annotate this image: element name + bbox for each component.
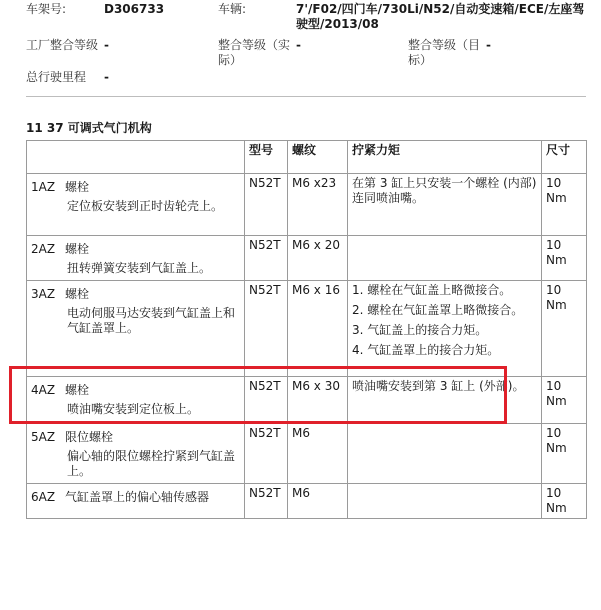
part-position: 3AZ — [31, 287, 56, 301]
size-cell: 10 Nm — [542, 236, 587, 281]
table-row — [27, 484, 587, 519]
torque-cell — [348, 484, 542, 519]
part-name: 螺栓 — [65, 287, 90, 301]
table-row — [27, 424, 587, 484]
header-type: 型号 — [245, 141, 288, 174]
size-cell: 10 Nm — [542, 174, 587, 236]
table-row — [27, 377, 587, 424]
size-cell: 10 Nm — [542, 377, 587, 424]
level-actual-value: - — [296, 38, 301, 52]
torque-cell — [348, 424, 542, 484]
mileage-value: - — [104, 70, 109, 84]
size-cell: 10 Nm — [542, 484, 587, 519]
factory-level-label: 工厂整合等级 — [26, 38, 99, 52]
vehicle-label: 车辆: — [218, 2, 247, 16]
chassis-value: D306733 — [104, 2, 165, 16]
torque-step: 喷油嘴安装到第 3 缸上 (外部)。 — [352, 379, 525, 393]
thread-cell: M6 x 20 — [288, 236, 348, 281]
table-header-row — [27, 141, 587, 174]
thread-cell: M6 x23 — [288, 174, 348, 236]
torque-step: 3. 气缸盖上的接合力矩。 — [352, 323, 488, 337]
part-description: 偏心轴的限位螺栓拧紧到气缸盖上。 — [67, 449, 236, 478]
chassis-label: 车架号: — [26, 2, 67, 16]
torque-cell — [348, 281, 542, 377]
thread-cell: M6 — [288, 484, 348, 519]
level-target-label: 整合等级（目标） — [408, 38, 481, 67]
part-name: 螺栓 — [65, 242, 90, 256]
part-name: 螺栓 — [65, 180, 90, 194]
torque-cell — [348, 174, 542, 236]
torque-step: 1. 螺栓在气缸盖上略微接合。 — [352, 283, 512, 297]
part-description: 喷油嘴安装到定位板上。 — [67, 402, 200, 416]
part-name: 螺栓 — [65, 383, 90, 397]
mileage-label: 总行驶里程 — [26, 70, 87, 84]
type-cell: N52T — [245, 424, 288, 484]
table-row — [27, 174, 587, 236]
header-part — [27, 141, 245, 174]
torque-step: 2. 螺栓在气缸盖罩上略微接合。 — [352, 303, 524, 317]
level-actual-label: 整合等级（实际） — [218, 38, 291, 67]
factory-level-value: - — [104, 38, 109, 52]
type-cell: N52T — [245, 281, 288, 377]
section-title: 11 37 可调式气门机构 — [26, 121, 152, 135]
torque-cell — [348, 377, 542, 424]
part-description: 扭转弹簧安装到气缸盖上。 — [67, 261, 212, 275]
part-position: 6AZ — [31, 490, 56, 504]
torque-table — [26, 140, 587, 519]
part-description: 电动伺服马达安装到气缸盖上和气缸盖罩上。 — [67, 306, 236, 335]
part-name: 气缸盖罩上的偏心轴传感器 — [65, 490, 210, 504]
part-position: 4AZ — [31, 383, 56, 397]
part-description: 定位板安装到正时齿轮壳上。 — [67, 199, 224, 213]
header-size: 尺寸 — [542, 141, 587, 174]
part-position: 1AZ — [31, 180, 56, 194]
part-position: 2AZ — [31, 242, 56, 256]
size-cell: 10 Nm — [542, 281, 587, 377]
type-cell: N52T — [245, 174, 288, 236]
part-name: 限位螺栓 — [65, 430, 114, 444]
part-cell — [27, 236, 245, 281]
level-target-value: - — [486, 38, 491, 52]
vehicle-value: 7'/F02/四门车/730Li/N52/自动变速箱/ECE/左座驾驶型/2013/08 — [296, 2, 585, 31]
type-cell: N52T — [245, 236, 288, 281]
table-row — [27, 281, 587, 377]
part-position: 5AZ — [31, 430, 56, 444]
thread-cell: M6 — [288, 424, 348, 484]
torque-cell — [348, 236, 542, 281]
part-cell — [27, 484, 245, 519]
size-cell: 10 Nm — [542, 424, 587, 484]
part-cell — [27, 377, 245, 424]
type-cell: N52T — [245, 377, 288, 424]
table-row — [27, 236, 587, 281]
part-cell — [27, 174, 245, 236]
header-torque: 拧紧力矩 — [348, 141, 542, 174]
header-divider — [26, 96, 586, 97]
torque-step: 在第 3 缸上只安装一个螺栓 (内部) 连同喷油嘴。 — [352, 176, 537, 205]
thread-cell: M6 x 16 — [288, 281, 348, 377]
thread-cell: M6 x 30 — [288, 377, 348, 424]
torque-step: 4. 气缸盖罩上的接合力矩。 — [352, 343, 500, 357]
type-cell: N52T — [245, 484, 288, 519]
part-cell — [27, 281, 245, 377]
header-thread: 螺纹 — [288, 141, 348, 174]
part-cell — [27, 424, 245, 484]
